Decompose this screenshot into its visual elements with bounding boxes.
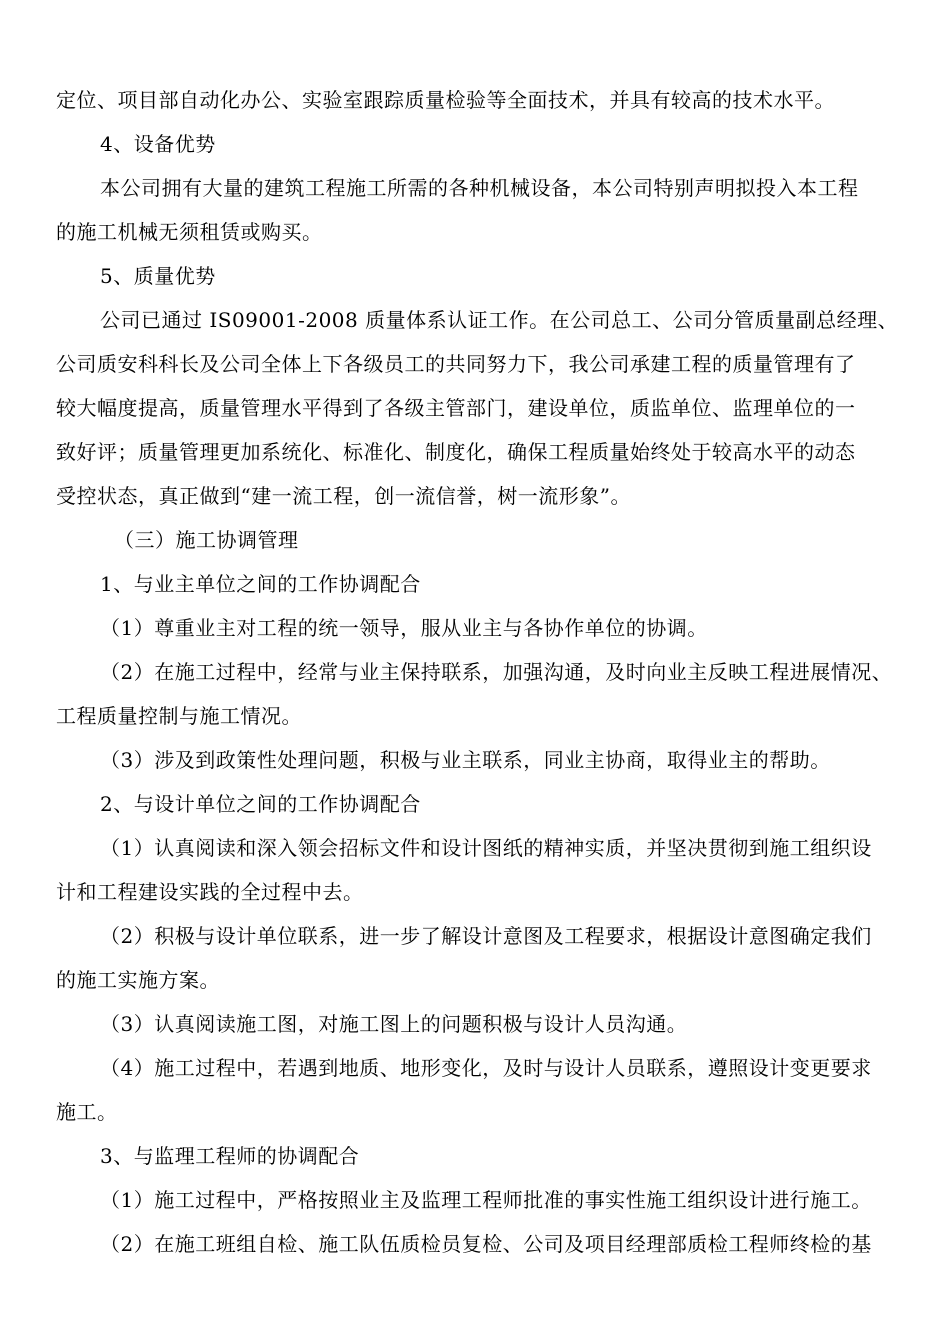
- text-line: 施工。: [56, 1100, 118, 1124]
- text-line: （1）施工过程中，严格按照业主及监理工程师批准的事实性施工组织设计进行施工。: [100, 1188, 872, 1212]
- text-line: 3、与监理工程师的协调配合: [100, 1144, 360, 1168]
- text-line: （2）在施工班组自检、施工队伍质检员复检、公司及项目经理部质检工程师终检的基: [100, 1232, 872, 1256]
- text-line: 的施工机械无须租赁或购买。: [56, 220, 323, 244]
- document-body: [56, 78, 906, 1266]
- text-line: （1）认真阅读和深入领会招标文件和设计图纸的精神实质，并坚决贯彻到施工组织设: [100, 836, 872, 860]
- text-line: 定位、项目部自动化办公、实验室跟踪质量检验等全面技术，并具有较高的技术水平。: [56, 88, 835, 112]
- text-line: （3）认真阅读施工图，对施工图上的问题积极与设计人员沟通。: [100, 1012, 688, 1036]
- text-line: 较大幅度提高，质量管理水平得到了各级主管部门，建设单位，质监单位、监理单位的一: [56, 396, 856, 420]
- text-line: 公司已通过 IS09001-2008 质量体系认证工作。在公司总工、公司分管质量副总经理、: [100, 308, 899, 332]
- text-line: 1、与业主单位之间的工作协调配合: [100, 572, 421, 596]
- text-line: （2）在施工过程中，经常与业主保持联系，加强沟通，及时向业主反映工程进展情况、: [100, 660, 893, 684]
- text-line: 2、与设计单位之间的工作协调配合: [100, 792, 421, 816]
- text-line: 计和工程建设实践的全过程中去。: [56, 880, 364, 904]
- text-line: 致好评；质量管理更加系统化、标准化、制度化，确保工程质量始终处于较高水平的动态: [56, 440, 856, 464]
- text-line: （2）积极与设计单位联系，进一步了解设计意图及工程要求，根据设计意图确定我们: [100, 924, 872, 948]
- text-line: （三）施工协调管理: [114, 528, 299, 552]
- text-line: 受控状态，真正做到“建一流工程，创一流信誉，树一流形象”。: [56, 484, 631, 508]
- text-line: 公司质安科科长及公司全体上下各级员工的共同努力下，我公司承建工程的质量管理有了: [56, 352, 856, 376]
- text-line: 本公司拥有大量的建筑工程施工所需的各种机械设备，本公司特别声明拟投入本工程: [100, 176, 859, 200]
- text-line: 工程质量控制与施工情况。: [56, 704, 302, 728]
- text-line: 4、设备优势: [100, 132, 216, 156]
- text-line: （3）涉及到政策性处理问题，积极与业主联系，同业主协商，取得业主的帮助。: [100, 748, 831, 772]
- text-line: （4）施工过程中，若遇到地质、地形变化，及时与设计人员联系，遵照设计变更要求: [100, 1056, 872, 1080]
- text-line: （1）尊重业主对工程的统一领导，服从业主与各协作单位的协调。: [100, 616, 708, 640]
- text-line: 5、质量优势: [100, 264, 216, 288]
- text-line: 的施工实施方案。: [56, 968, 220, 992]
